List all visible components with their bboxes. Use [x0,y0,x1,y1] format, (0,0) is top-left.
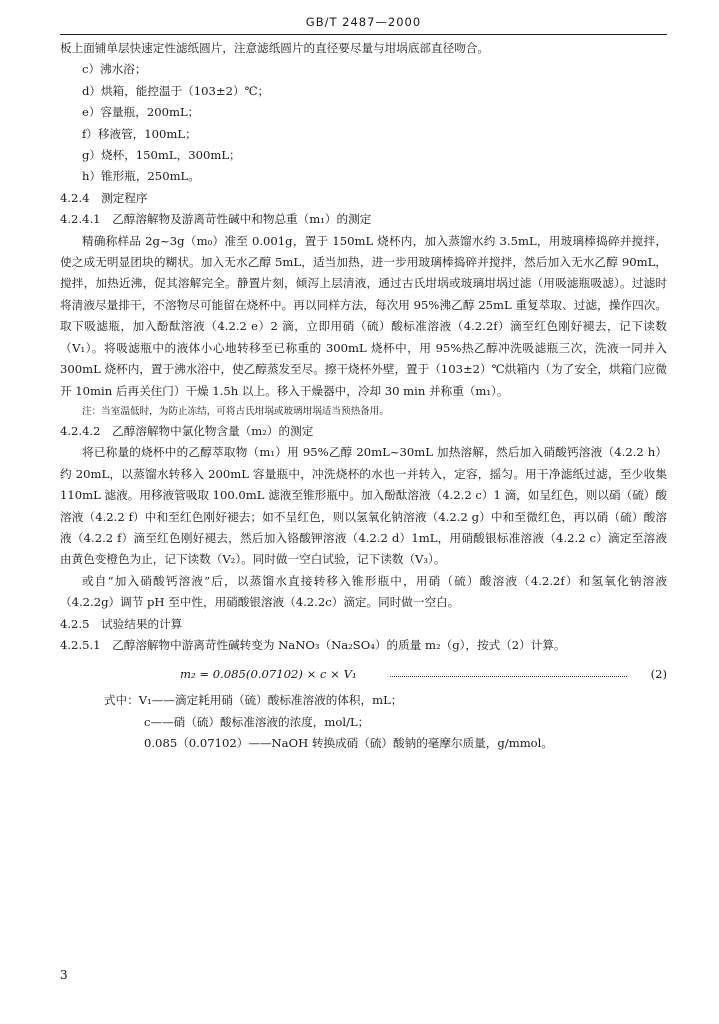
formula-number: (2) [650,667,667,682]
where-line-constant: 0.085（0.07102）——NaOH 转换成硝（硫）酸钠的毫摩尔质量，g/mmol。 [144,736,553,751]
standard-header: GB/T 2487—2000 [60,12,667,35]
paragraph-procedure-1: 精确称样品 2g~3g（m₀）准至 0.001g，置于 150mL 烧杯内，加入蒸馏水约 3.5mL，用玻璃棒捣碎并搅拌，使之成无明显团块的糊状。加入无水乙醇 5mL，适当加热，进一步用玻璃棒捣碎并搅拌，然后加入无水乙醇 90mL，搅拌，加热近沸，促其溶解完全。静置片刻，倾泻上层清液，通过古氏坩埚或玻璃坩埚过滤（用吸滤瓶吸滤）。过滤时将清液尽量排干，不溶物尽可能留在烧杯中。再以同样方法，每次用 95%沸乙醇 25mL 重复萃取、过滤，操作四次。取下吸滤瓶，加入酚酞溶液（4.2.2 e）2 滴，立即用硝（硫）酸标准溶液（4.2.2f）滴至红色刚好褪去，记下读数（V₁）。将吸滤瓶中的液体小心地转移至已称重的 300mL 烧杯中，用 95%热乙醇冲洗吸滤瓶三次，洗液一同并入 300mL 烧杯内，置于沸水浴中，使乙醇蒸发至尽。擦干烧杯外壁，置于（103±2）℃烘箱内（为了安全，烘箱门应微开 10min 后再关住门）干燥 1.5h 以上。移入干燥器中，冷却 30 min 并称重（m₁）。 [60,233,667,398]
list-item-e: e）容量瓶，200mL； [82,105,200,120]
section-heading-4-2-4-2: 4.2.4.2 乙醇溶解物中氯化物含量（m₂）的测定 [60,423,314,438]
section-heading-4-2-4: 4.2.4 测定程序 [60,190,148,205]
note-line: 注：当室温低时，为防止冻结，可将古氏坩埚或玻璃坩埚适当预热备用。 [82,405,389,417]
where-line-v1: 式中：V₁——滴定耗用硝（硫）酸标准溶液的体积，mL； [104,693,403,708]
paragraph-procedure-2: 将已称量的烧杯中的乙醇萃取物（m₁）用 95%乙醇 20mL~30mL 加热溶解，然后加入硝酸钙溶液（4.2.2 h）约 20mL，以蒸馏水转移入 200mL 容量瓶中，冲洗烧杯的水也一并转入，定容，摇匀。用干净滤纸过滤，至少收集 110mL 滤液。用移液管吸取 100.0mL 滤液至锥形瓶中。加入酚酞溶液（4.2.2 c）1 滴，如呈红色，则以硝（硫）酸溶液（4.2.2 f）中和至红色刚好褪去；如不呈红色，则以氢氧化钠溶液（4.2.2 g）中和至微红色，再以硝（硫）酸溶液（4.2.2 f）滴至红色刚好褪去，然后加入铬酸钾溶液（4.2.2 d）1mL，用硝酸银标准溶液（4.2.2 c）滴定至溶液由黄色变橙色为止，记下读数（V₂）。同时做一空白试验，记下读数（V₃）。 [60,445,667,567]
section-heading-4-2-5: 4.2.5 试验结果的计算 [60,616,183,631]
list-item-g: g）烧杯，150mL，300mL； [82,148,241,163]
where-line-c: c——硝（硫）酸标准溶液的浓度，mol/L； [144,714,370,729]
formula-leader-dots [390,676,627,677]
formula-2 [60,662,667,686]
list-item-h: h）锥形瓶，250mL。 [82,169,200,184]
formula-expression: m₂ = 0.085(0.07102) × c × V₁ [180,667,357,682]
section-heading-4-2-4-1: 4.2.4.1 乙醇溶解物及游离苛性碱中和物总重（m₁）的测定 [60,212,372,227]
list-item-d: d）烘箱，能控温于（103±2）℃； [82,83,270,98]
document-body [60,38,667,755]
list-item-f: f）移液管，100mL； [82,126,197,141]
continued-line: 板上面铺单层快速定性滤纸圆片，注意滤纸圆片的直径要尽量与坩埚底部直径吻合。 [60,41,489,55]
page-number: 3 [60,968,68,982]
paragraph-procedure-3: 或自“加入硝酸钙溶液”后，以蒸馏水直接转移入锥形瓶中，用硝（硫）酸溶液（4.2.2f）和氢氧化钠溶液（4.2.2g）调节 pH 至中性，用硝酸银溶液（4.2.2c）滴定。同时做一空白。 [60,573,667,610]
section-heading-4-2-5-1: 4.2.5.1 乙醇溶解物中游离苛性碱转变为 NaNO₃（Na₂SO₄）的质量 m₂（g），按式（2）计算。 [60,637,566,652]
list-item-c: c）沸水浴； [82,62,147,77]
